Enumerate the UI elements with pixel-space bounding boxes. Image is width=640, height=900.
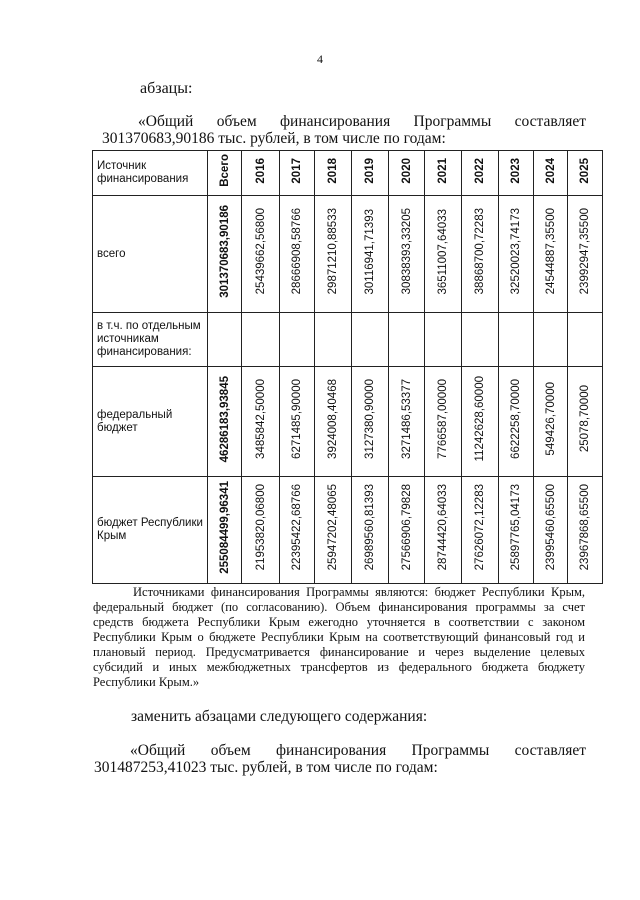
header-year	[534, 151, 568, 196]
cell-value: 30116941,71393	[364, 208, 376, 295]
table-header-row	[93, 151, 603, 196]
cell-value: 27626072,12283	[474, 484, 486, 571]
cell-value: 3924008,40468	[327, 379, 339, 459]
header-year-text: 2017	[291, 157, 303, 184]
cell-value: 30838393,33205	[400, 208, 413, 295]
value-cell	[425, 196, 462, 313]
cell-value: 28666908,58766	[291, 208, 303, 295]
header-year	[425, 151, 462, 196]
cell-value: 36511007,64033	[437, 208, 449, 295]
cell-value: 6622258,70000	[510, 379, 522, 459]
value-cell	[499, 367, 534, 477]
row-label: всего	[93, 196, 208, 313]
header-year-text: 2016	[254, 157, 267, 184]
cell-value: 23967868,65500	[579, 484, 591, 571]
value-cell	[534, 196, 568, 313]
cell-value: 21953820,06800	[254, 484, 267, 571]
cell-value: 38868700,72283	[474, 208, 486, 295]
cell-value: 25947202,48065	[327, 484, 339, 571]
value-cell	[352, 367, 389, 477]
value-cell	[462, 196, 499, 313]
cell-value: 3127380,90000	[364, 379, 376, 459]
value-cell	[499, 196, 534, 313]
cell-value: 549426,70000	[544, 382, 557, 456]
header-year	[499, 151, 534, 196]
value-cell	[425, 367, 462, 477]
table-row	[93, 313, 603, 367]
cell-value: 23992947,35500	[579, 208, 591, 295]
value-cell	[389, 313, 425, 367]
intro-paragraph	[102, 113, 586, 147]
value-cell	[534, 367, 568, 477]
table-row	[93, 367, 603, 477]
total-cell	[208, 313, 242, 367]
cell-value: 28744420,64033	[437, 484, 449, 571]
header-year-text: 2025	[579, 157, 591, 184]
total-cell	[208, 477, 242, 584]
cell-value: 32520023,74173	[510, 208, 522, 295]
value-cell	[568, 477, 603, 584]
header-year-text: 2024	[544, 157, 557, 184]
header-year-text: 2021	[437, 157, 449, 184]
page-number: 4	[317, 52, 323, 66]
value-cell	[425, 477, 462, 584]
header-year-text: 2020	[400, 157, 413, 184]
value-cell	[315, 196, 352, 313]
row-label: федеральный бюджет	[93, 367, 208, 477]
value-cell	[568, 367, 603, 477]
value-cell	[462, 477, 499, 584]
cell-value: 29871210,88533	[327, 208, 339, 295]
value-cell	[568, 196, 603, 313]
header-total	[208, 151, 242, 196]
value-cell	[389, 367, 425, 477]
value-cell	[462, 367, 499, 477]
value-cell	[425, 313, 462, 367]
cell-value: 25897765,04173	[510, 484, 522, 571]
value-cell	[352, 477, 389, 584]
value-cell	[242, 196, 280, 313]
cell-value: 3485842,50000	[254, 379, 267, 459]
intro-text: «Общий объем финансирования Программы составляет 301370683,90186 тыс. рублей, в том числе по годам:	[102, 113, 586, 147]
value-cell	[280, 196, 315, 313]
value-cell	[315, 367, 352, 477]
total-value: 301370683,90186	[218, 205, 231, 298]
header-year	[315, 151, 352, 196]
header-year	[389, 151, 425, 196]
header-year	[568, 151, 603, 196]
value-cell	[499, 313, 534, 367]
header-year	[352, 151, 389, 196]
total-value: 255084499,96341	[218, 481, 231, 574]
header-year-text: 2018	[327, 157, 339, 184]
total-cell	[208, 196, 242, 313]
value-cell	[462, 313, 499, 367]
total-cell	[208, 367, 242, 477]
sources-note-text: Источниками финансирования Программы являются: бюджет Республики Крым, федеральный бюджет (по согласованию). Объем финансирования программы за счет средств бюджета Республики Крым ежегодно уточняется в соответствии с законом Республики Крым о бюджете Республики Крым на соответствующий финансовый год и плановый период. Предусматривается финансирование и через выделение целевых субсидий и иных межбюджетных трансфертов из федерального бюджета бюджету Республики Крым.»	[93, 585, 585, 689]
header-year	[462, 151, 499, 196]
cell-value: 7766587,00000	[437, 379, 449, 459]
header-year-text: 2022	[474, 157, 486, 184]
cell-value: 11242628,60000	[474, 376, 486, 462]
cell-value: 25078,70000	[579, 385, 591, 453]
cell-value: 6271485,90000	[291, 379, 303, 459]
header-year	[242, 151, 280, 196]
cell-value: 23995460,65500	[544, 484, 557, 571]
value-cell	[315, 313, 352, 367]
header-year-text: 2023	[510, 157, 522, 184]
header-total-text: Всего	[218, 154, 231, 187]
value-cell	[389, 477, 425, 584]
sources-note	[93, 585, 585, 690]
value-cell	[352, 196, 389, 313]
replace-instruction: заменить абзацами следующего содержания:	[131, 708, 428, 725]
header-year	[280, 151, 315, 196]
value-cell	[389, 196, 425, 313]
value-cell	[280, 313, 315, 367]
value-cell	[280, 477, 315, 584]
cell-value: 3271486,53377	[400, 379, 413, 459]
header-year-text: 2019	[364, 157, 376, 184]
value-cell	[534, 313, 568, 367]
cell-value: 22395422,68766	[291, 484, 303, 571]
cell-value: 26989560,81393	[364, 484, 376, 571]
value-cell	[315, 477, 352, 584]
value-cell	[352, 313, 389, 367]
value-cell	[568, 313, 603, 367]
value-cell	[242, 477, 280, 584]
value-cell	[280, 367, 315, 477]
row-label: в т.ч. по отдельным источникам финансирования:	[93, 313, 208, 367]
table-row	[93, 196, 603, 313]
section-heading: абзацы:	[140, 80, 193, 97]
financing-table	[92, 150, 603, 584]
table-row	[93, 477, 603, 584]
value-cell	[242, 313, 280, 367]
new-intro-paragraph	[94, 742, 586, 776]
header-source-label: Источник финансирования	[93, 151, 208, 196]
cell-value: 24544887,35500	[544, 208, 557, 295]
new-intro-text: «Общий объем финансирования Программы составляет 301487253,41023 тыс. рублей, в том числе по годам:	[94, 742, 586, 776]
row-label: бюджет Республики Крым	[93, 477, 208, 584]
value-cell	[242, 367, 280, 477]
total-value: 46286183,93845	[218, 375, 231, 463]
cell-value: 27566906,79828	[400, 484, 413, 571]
value-cell	[499, 477, 534, 584]
cell-value: 25439662,56800	[254, 208, 267, 295]
value-cell	[534, 477, 568, 584]
